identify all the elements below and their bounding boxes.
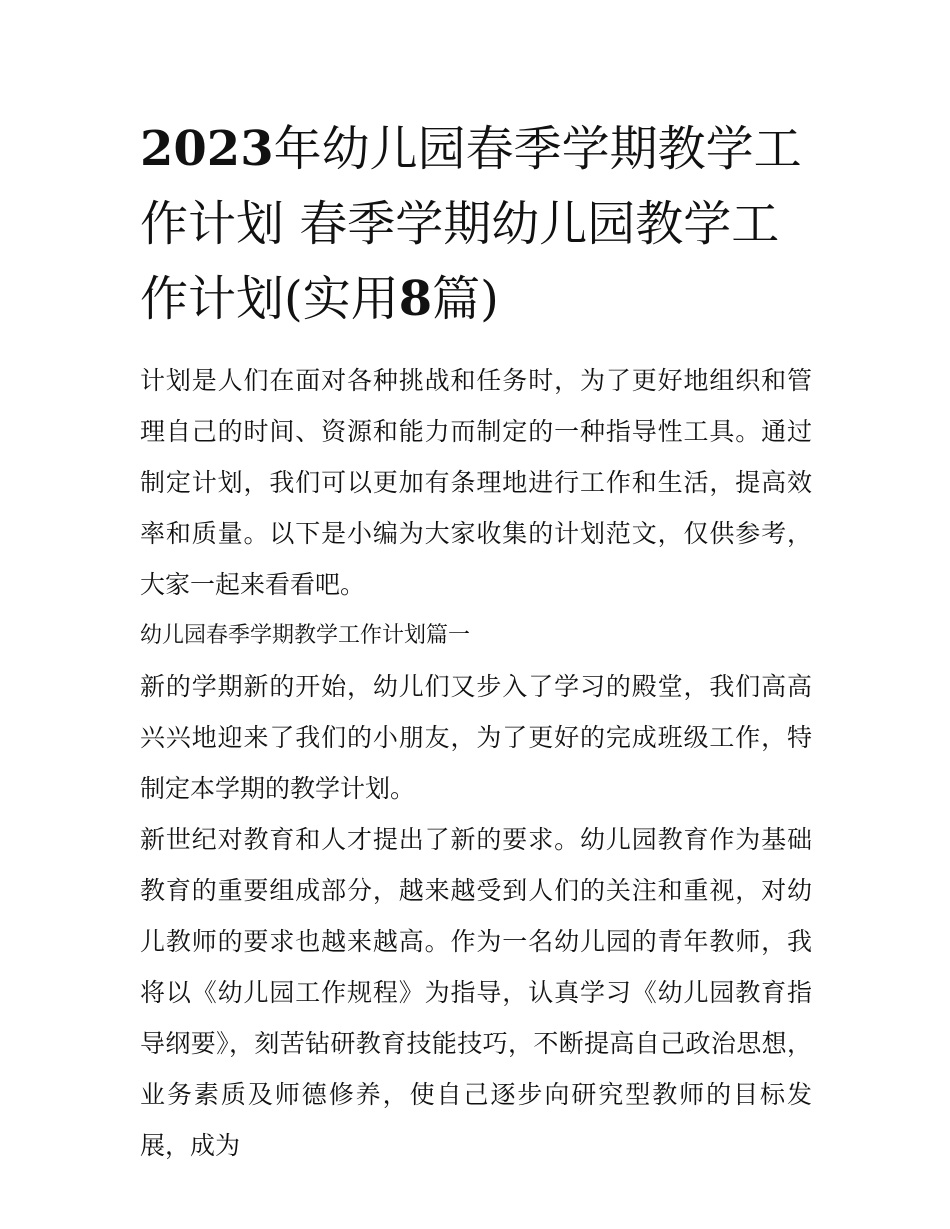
body-paragraph-1: 新的学期新的开始，幼儿们又步入了学习的殿堂，我们高高兴兴地迎来了我们的小朋友，为了更好的完成班级工作，特制定本学期的教学计划。: [140, 672, 812, 803]
intro-paragraph: 计划是人们在面对各种挑战和任务时，为了更好地组织和管理自己的时间、资源和能力而制定的一种指导性工具。通过制定计划，我们可以更加有条理地进行工作和生活，提高效率和质量。以下是小编为大家收集的计划范文，仅供参考，大家一起来看看吧。: [140, 366, 812, 599]
body-paragraph-2: 新世纪对教育和人才提出了新的要求。幼儿园教育作为基础教育的重要组成部分，越来越受到人们的关注和重视，对幼儿教师的要求也越来越高。作为一名幼儿园的青年教师，我将以《幼儿园工作规程》为指导，认真学习《幼儿园教育指导纲要》，刻苦钻研教育技能技巧，不断提高自己政治思想，业务素质及师德修养，使自己逐步向研究型教师的目标发展，成为: [140, 825, 812, 1160]
document-title: 2023年幼儿园春季学期教学工作计划 春季学期幼儿园教学工作计划(实用8篇): [140, 121, 802, 327]
section-heading: 幼儿园春季学期教学工作计划篇一: [140, 623, 471, 648]
document-page: [140, 112, 812, 1171]
